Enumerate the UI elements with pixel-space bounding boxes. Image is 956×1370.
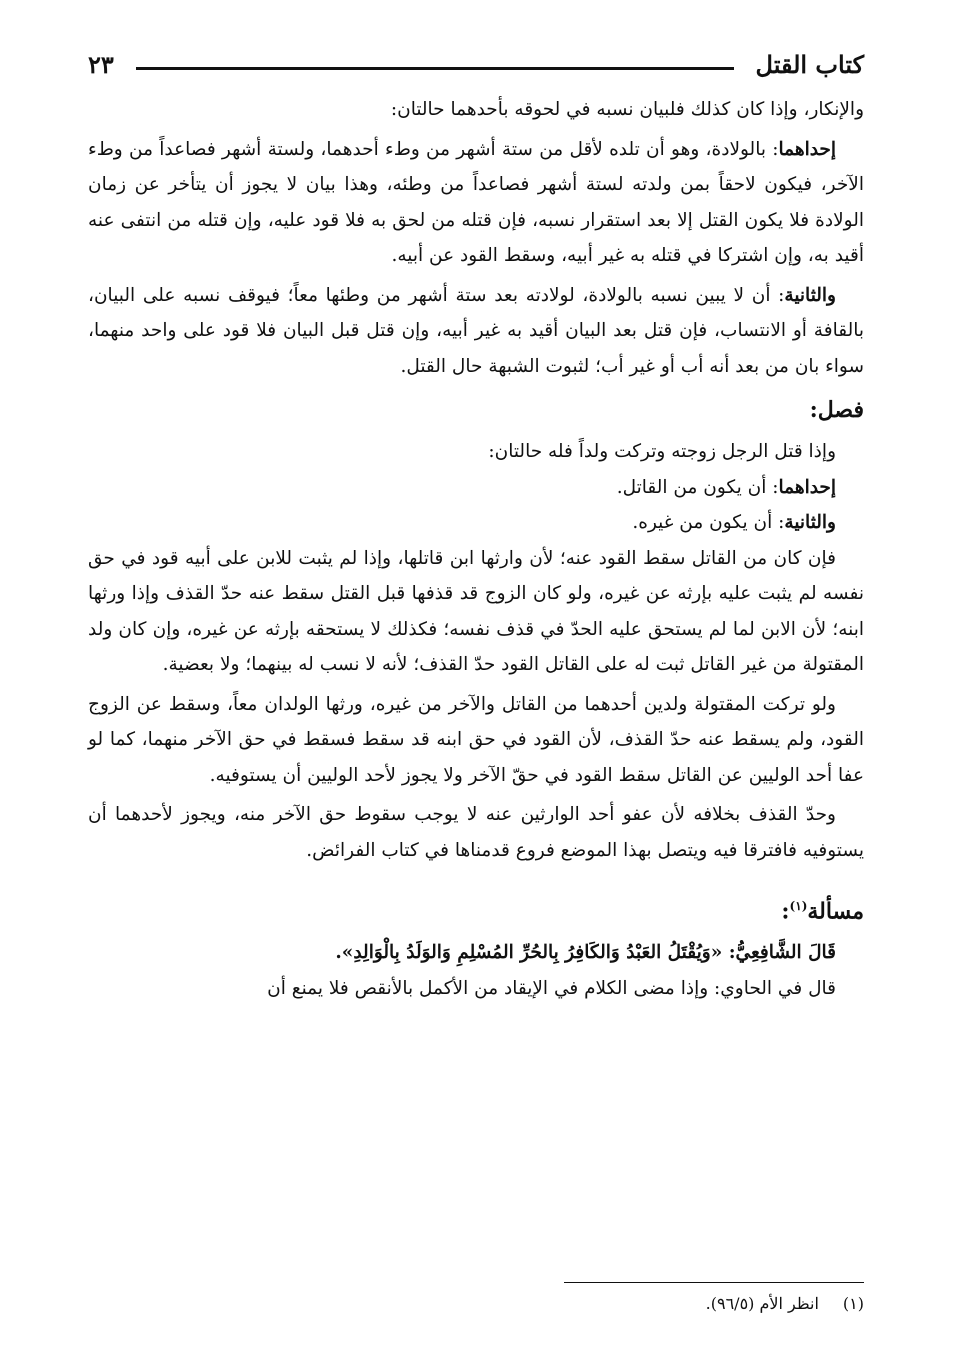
footnote-rule: [564, 1282, 864, 1283]
page-number: ٢٣: [88, 49, 114, 79]
masala-heading: [88, 886, 864, 931]
case-lead: والثانية: [784, 512, 836, 533]
paragraph: [88, 470, 864, 506]
paragraph: وحدّ القذف بخلافه لأن عفو أحد الوارثين عنه لا يوجب سقوط حق الآخر منه، ويجوز لأحدهما أن يستوفيه فافترقا فيه ويتصل بهذا الموضع فروع قدمناها في كتاب الفرائض.: [88, 804, 864, 861]
paragraph: ولو تركت المقتولة ولدين أحدهما من القاتل والآخر من غيره، ورثها الولدان معاً، وسقط عن الزوج القود، ولم يسقط عنه حدّ القذف، لأن القود في حق ابنه قد سقط فسقط في حق الآخر منهما، كما لو عفا أحد الوليين عن القاتل سقط القود في حقّ الآخر ولا يجوز لأحد الوليين أن يستوفيه.: [88, 693, 864, 786]
header-rule: [136, 67, 734, 70]
case-lead: إحداهما: [778, 138, 836, 160]
case-lead: إحداهما: [778, 476, 836, 498]
paragraph: قال في الحاوي: وإذا مضى الكلام في الإيقاد من الأكمل بالأنقص فلا يمنع أن: [267, 977, 836, 999]
masala-title: مسألة: [807, 898, 864, 925]
footnote: [706, 1294, 864, 1313]
paragraph: والإنكار، وإذا كان كذلك فلبيان نسبه في لحوقه بأحدهما حالتان:: [390, 99, 864, 120]
paragraph: [88, 278, 864, 385]
paragraph: [88, 132, 864, 274]
paragraph: وإذا قتل الرجل زوجته وتركت ولداً فله حالتان:: [488, 441, 836, 462]
paragraph: [88, 505, 864, 541]
running-header: [88, 42, 864, 86]
case-text: : أن يكون من القاتل.: [616, 476, 779, 498]
case-text: : أن يكون من غيره.: [632, 512, 785, 533]
footnote-marker: (١): [789, 899, 808, 913]
paragraph: فإن كان من القاتل سقط القود عنه؛ لأن وارثها ابن قاتلها، وإذا لم يثبت للابن على أبيه قود في حق نفسه لم يثبت عليه بإرثه عن غيره، ولو كان الزوج قد قذفها قبل القتل سقط عنه حدّ القذف وإذا ورثها ابنه؛ لأن الابن لما لم يستحق عليه الحدّ في قذف نفسه؛ فكذلك لا يستحقه بإرثه عن غيره، وإن كان ولد المقتولة من غير القاتل ثبت له على القاتل القود حدّ القذف؛ لأنه لا نسب له بينهما؛ ولا بعضية.: [88, 547, 864, 675]
case-text: : أن لا يبين نسبه بالولادة، لولادته بعد ستة أشهر من وطئها معاً؛ فيوقف نسبه على البيان، بالقافة أو الانتساب، فإن قتل بعد البيان أقيد به غير أبيه، وإن قتل قبل البيان فلا قود على واحد منهما، سواء بان من بعد أنه أب أو غير أب؛ لثبوت الشبهة حال القتل.: [88, 284, 864, 377]
section-heading: فصل:: [809, 397, 864, 423]
shafii-quote: قَالَ الشَّافِعِيُّ: «وَيُقْتَلُ العَبْدُ وَالكَافِرُ بِالحُرِّ المُسْلِمِ وَالوَلَدُ بِالْوَالِدِ».: [335, 942, 836, 964]
chapter-title: كتاب القتل: [755, 49, 864, 79]
main-text: [88, 92, 864, 1006]
case-lead: والثانية: [784, 284, 836, 306]
case-text: : بالولادة، وهو أن تلده لأقل من ستة أشهر من وطء أحدهما، ولستة أشهر فصاعداً من وطء الآخر، فيكون لاحقاً بمن ولدته لستة أشهر فصاعداً من وطئه، وهذا بيان لا يجوز أن يتأخر عن زمان الولادة فلا يكون القتل إلا بعد استقرار نسبه، فإن قتله من لحق به فلا قود عليه، وإن قتله من انتفى عنه أقيد به، وإن اشتركا في قتله به غير أبيه، وسقط القود عن أبيه.: [88, 138, 864, 266]
footnote-text: انظر الأم (٩٦/٥).: [705, 1294, 819, 1313]
heading-colon: :: [781, 898, 790, 925]
footnote-number: (١): [842, 1294, 864, 1313]
